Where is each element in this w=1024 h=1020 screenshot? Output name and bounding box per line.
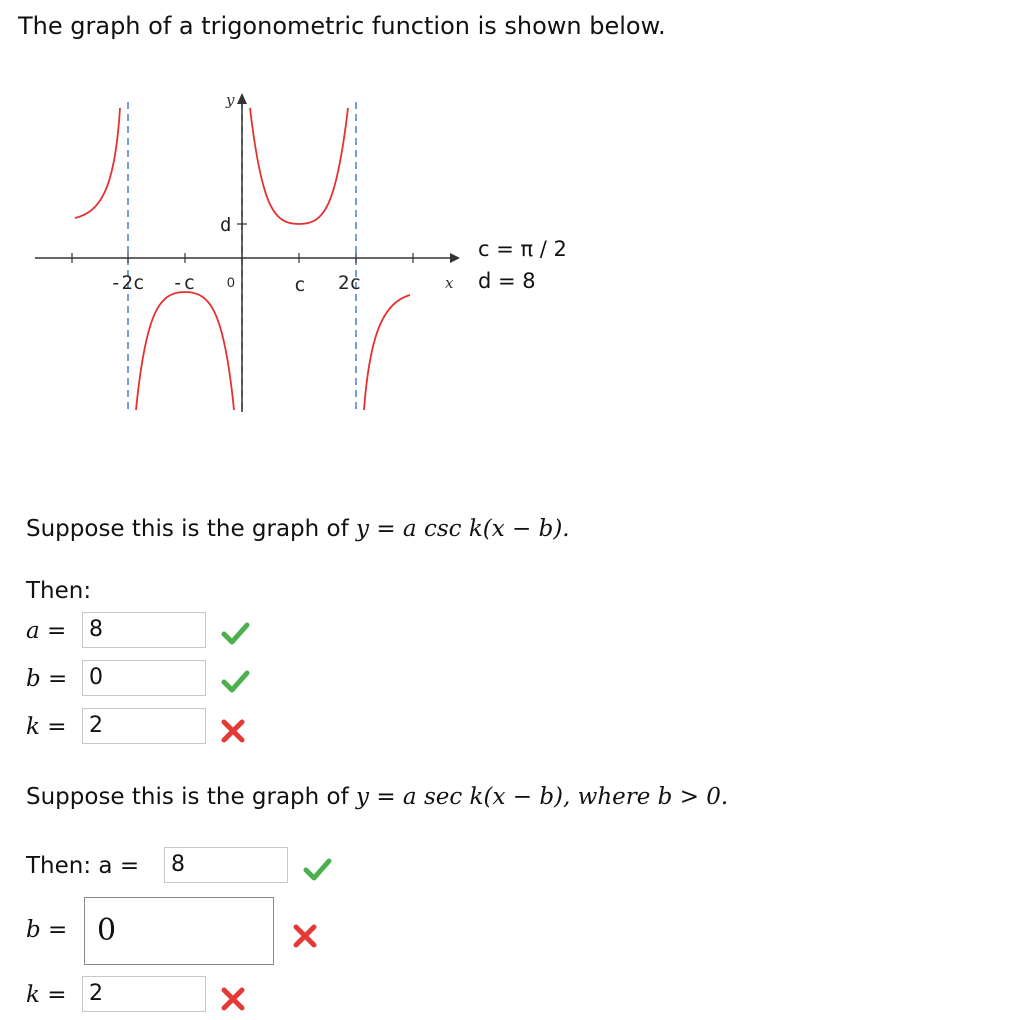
tick-label-0: 0 — [227, 274, 235, 290]
trig-graph — [30, 90, 610, 420]
part2-b-input[interactable]: 0 — [84, 897, 274, 965]
part1-b-input[interactable]: 0 — [82, 660, 206, 696]
curve-branch-1 — [75, 108, 120, 218]
tick-label-2c: 2c — [338, 272, 361, 294]
tick-label-c: c — [294, 274, 306, 296]
part1-then-label: Then: — [26, 578, 92, 604]
curve-branch-3 — [136, 292, 234, 410]
part2-b-label: b = — [26, 917, 68, 943]
part1-b-label: b = — [26, 666, 68, 692]
curve-branch-2 — [250, 108, 348, 224]
part1-prompt — [26, 516, 570, 542]
part1-k-label: k = — [26, 714, 67, 740]
part1-prompt-text: Suppose this is the graph of — [26, 516, 357, 542]
x-axis-arrow — [450, 253, 460, 263]
part1-a-label: a = — [26, 618, 67, 644]
part2-k-input[interactable]: 2 — [82, 976, 206, 1012]
cross-icon — [218, 984, 248, 1014]
tick-label-neg-c: -c — [172, 272, 195, 294]
x-axis-label: x — [445, 274, 454, 292]
curve-branch-4 — [364, 295, 410, 410]
part2-k-label: k = — [26, 982, 67, 1008]
d-label: d — [220, 214, 232, 236]
check-icon — [302, 854, 332, 884]
part2-a-input[interactable]: 8 — [164, 847, 288, 883]
check-icon — [220, 666, 250, 696]
y-axis-arrow — [237, 93, 247, 104]
question-title: The graph of a trigonometric function is shown below. — [18, 12, 666, 40]
part2-prompt-text: Suppose this is the graph of — [26, 784, 357, 810]
cross-icon — [218, 716, 248, 746]
check-icon — [220, 618, 250, 648]
part2-formula: y = a sec k(x − b), where b > 0. — [356, 784, 729, 810]
d-definition: d = 8 — [478, 269, 536, 293]
part1-a-input[interactable]: 8 — [82, 612, 206, 648]
c-definition: c = π / 2 — [478, 237, 567, 261]
part2-then-a-label: Then: a = — [26, 853, 140, 879]
part1-formula: y = a csc k(x − b). — [356, 516, 570, 542]
y-axis-label: y — [226, 91, 235, 109]
tick-label-neg-2c: -2c — [110, 272, 145, 294]
part1-k-input[interactable]: 2 — [82, 708, 206, 744]
cross-icon — [290, 921, 320, 951]
part2-prompt — [26, 784, 728, 810]
